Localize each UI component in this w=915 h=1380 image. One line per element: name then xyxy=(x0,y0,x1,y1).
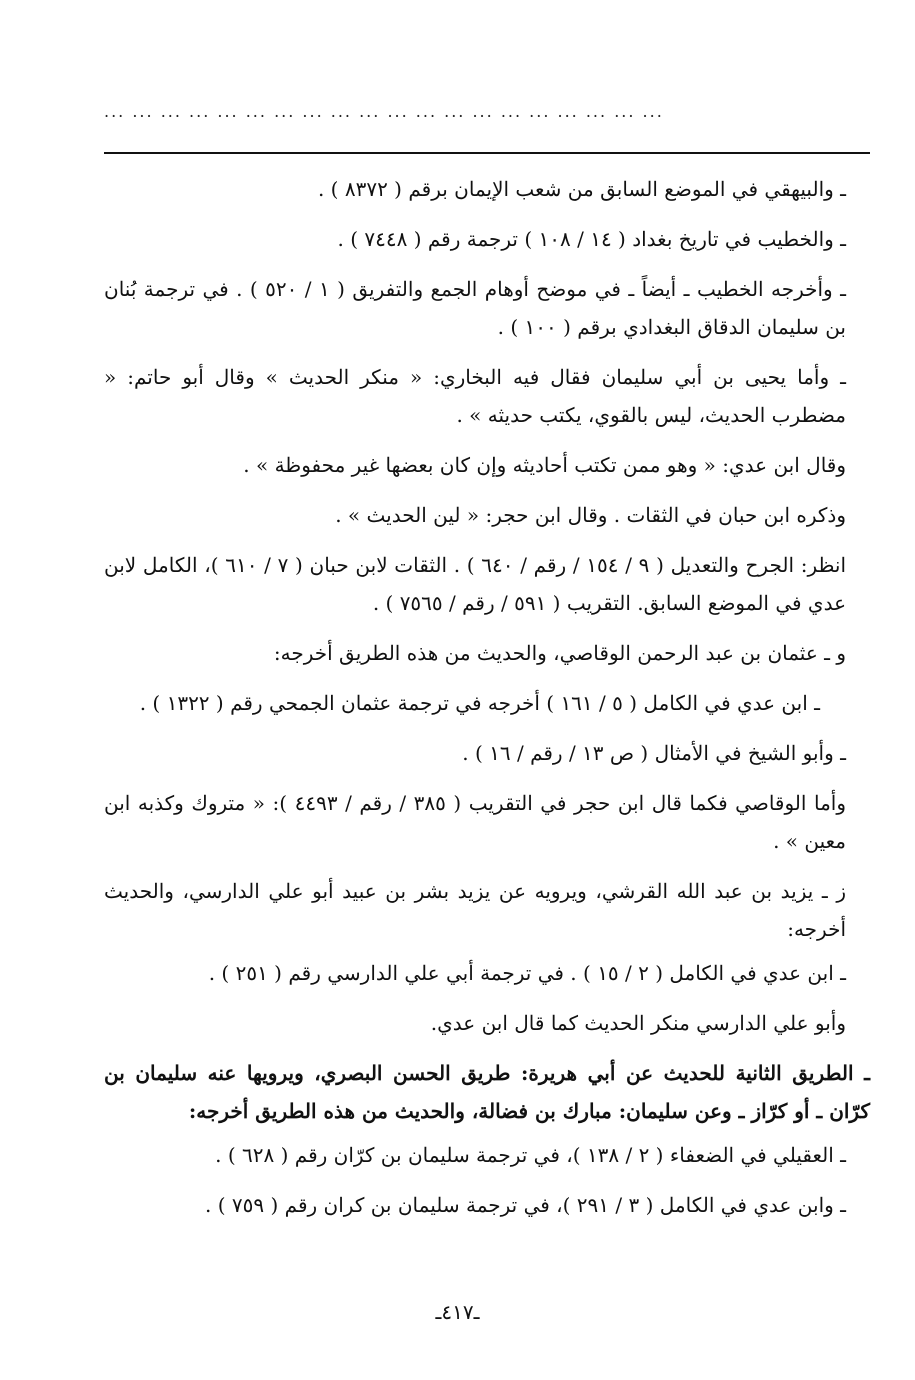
header-ellipsis-line: ... ... ... ... ... ... ... ... ... ... ... ... ... ... ... ... ... ... ... ... xyxy=(104,102,664,121)
footnote-line-references: انظر: الجرح والتعديل ( ٩ / ١٥٤ / رقم / ٦٤٠ ) . الثقات لابن حبان ( ٧ / ٦١٠ )، الكامل لابن عدي في الموضع السابق. التقريب ( ٥٩١ / رقم / ٧٥٦٥ ) . xyxy=(104,553,847,615)
footnote-line-ibn-adi-sulayman: ـ وابن عدي في الكامل ( ٣ / ٢٩١ )، في ترجمة سليمان بن كران رقم ( ٧٥٩ ) . xyxy=(205,1193,846,1217)
footnote-line-ibn-adi-darisi: ـ ابن عدي في الكامل ( ٢ / ١٥ ) . في ترجمة أبي علي الدارسي رقم ( ٢٥١ ) . xyxy=(208,961,846,985)
footnote-line-khatib-tarikh: ـ والخطيب في تاريخ بغداد ( ١٤ / ١٠٨ ) ترجمة رقم ( ٧٤٤٨ ) . xyxy=(337,227,846,251)
footnote-line-yahya: ـ وأما يحيى بن أبي سليمان فقال فيه البخاري: « منكر الحديث » وقال أبو حاتم: « مضطرب الحديث، ليس بالقوي، يكتب حديثه » . xyxy=(104,365,846,427)
footnote-line-uqayli: ـ العقيلي في الضعفاء ( ٢ / ١٣٨ )، في ترجمة سليمان بن كرّان رقم ( ٦٢٨ ) . xyxy=(215,1143,846,1167)
footnote-body xyxy=(104,170,870,1236)
footnote-line-yazid: ز ـ يزيد بن عبد الله القرشي، ويرويه عن يزيد بشر بن عبيد أبو علي الدارسي، والحديث أخرجه: xyxy=(104,879,846,941)
footnote-line-ibn-adi-quote: وقال ابن عدي: « وهو ممن تكتب أحاديثه وإن كان بعضها غير محفوظة » . xyxy=(243,453,846,477)
footnote-line-khatib-mudih: ـ وأخرجه الخطيب ـ أيضاً ـ في موضح أوهام الجمع والتفريق ( ١ / ٥٢٠ ) . في ترجمة بُنان بن سليمان الدقاق البغدادي برقم ( ١٠٠ ) . xyxy=(104,277,846,339)
footnote-line-bayhaqi: ـ والبيهقي في الموضع السابق من شعب الإيمان برقم ( ٨٣٧٢ ) . xyxy=(317,177,846,201)
footnote-line-darisi: وأبو علي الدارسي منكر الحديث كما قال ابن عدي. xyxy=(430,1011,846,1035)
footnote-line-second-path: ـ الطريق الثانية للحديث عن أبي هريرة: طريق الحسن البصري، ويرويها عنه سليمان بن كرّان ـ أو كرّاز ـ وعن سليمان: مبارك بن فضالة، والحديث من هذه الطريق أخرجه: xyxy=(104,1061,870,1123)
footnote-separator-rule xyxy=(104,152,870,154)
footnote-line-uthman: و ـ عثمان بن عبد الرحمن الوقاصي، والحديث من هذه الطريق أخرجه: xyxy=(273,641,846,665)
footnote-line-abu-shaykh: ـ وأبو الشيخ في الأمثال ( ص ١٣ / رقم / ١٦ ) . xyxy=(462,741,846,765)
footnote-line-ibn-hibban: وذكره ابن حبان في الثقات . وقال ابن حجر: « لين الحديث » . xyxy=(335,503,846,527)
footnote-line-ibn-adi-kamil: ـ ابن عدي في الكامل ( ٥ / ١٦١ ) أخرجه في ترجمة عثمان الجمحي رقم ( ١٣٢٢ ) . xyxy=(139,691,820,715)
footnote-line-waqqasi: وأما الوقاصي فكما قال ابن حجر في التقريب ( ٣٨٥ / رقم / ٤٤٩٣ ): « متروك وكذبه ابن معين » . xyxy=(104,791,846,853)
page-number: ـ٤١٧ـ xyxy=(435,1300,480,1324)
